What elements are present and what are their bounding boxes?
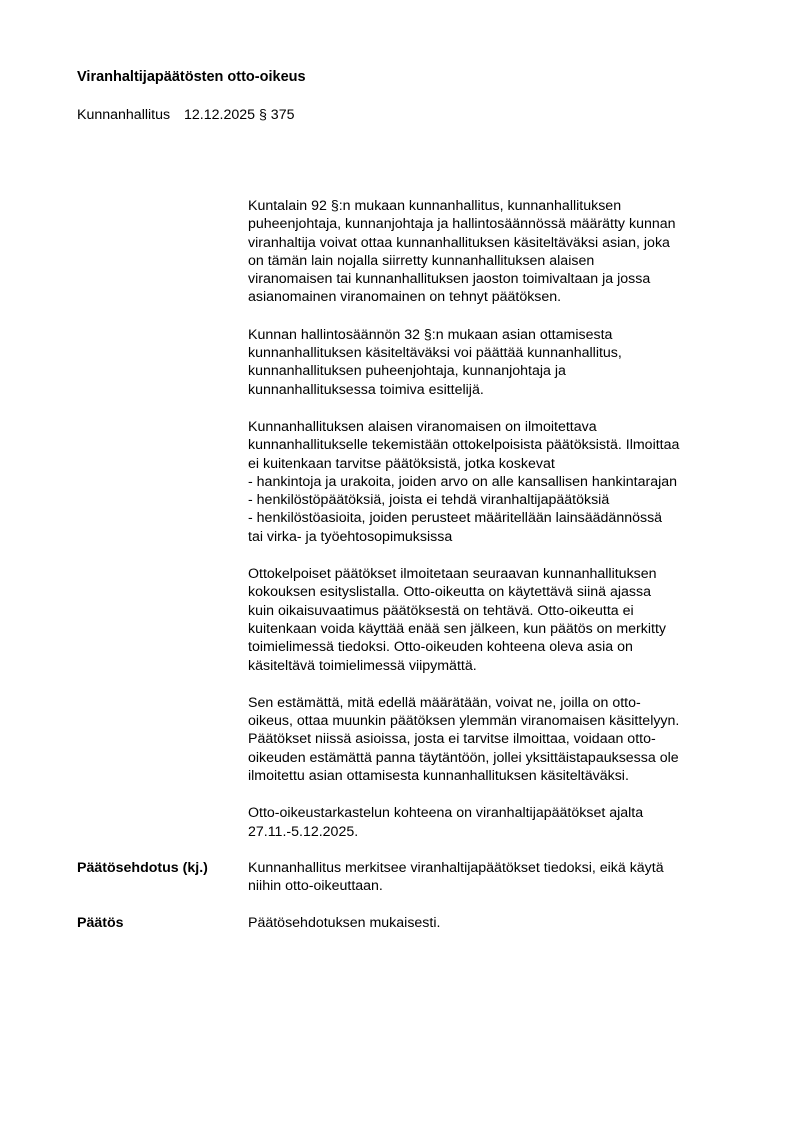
text-line: Kunnanhallitus merkitsee viranhaltijapäätökset tiedoksi, eikä käytä <box>248 860 664 876</box>
text-line: kuitenkaan voida käyttää enää sen jälkeen, kun päätös on merkitty <box>248 620 667 637</box>
text-line: kokouksen esityslistalla. Otto-oikeutta on käytettävä siinä ajassa <box>248 584 651 601</box>
text-line: ei kuitenkaan tarvitse päätöksistä, jotka koskevat <box>248 455 555 472</box>
text-line: käsiteltävä toimielimessä viipymättä. <box>248 657 477 674</box>
text-line: Päätösehdotuksen mukaisesti. <box>248 915 441 931</box>
decision-label: Päätös <box>77 915 124 931</box>
text-line: viranomaisen tai kunnanhallituksen jaoston toimivaltaan ja jossa <box>248 271 651 288</box>
text-line: kunnanhallituksen käsiteltäväksi voi päättää kunnanhallitus, <box>248 345 622 362</box>
paragraph-hallintosaanto <box>248 326 748 399</box>
meeting-info <box>77 106 294 124</box>
text-line: puheenjohtaja, kunnanjohtaja ja hallintosäännössä määrätty kunnan <box>248 216 676 233</box>
text-line: kunnanhallituksen puheenjohtaja, kunnanjohtaja ja <box>248 363 566 380</box>
background-text <box>248 197 748 860</box>
proposal-label: Päätösehdotus (kj.) <box>77 860 208 876</box>
text-line: Sen estämättä, mitä edellä määrätään, voivat ne, joilla on otto- <box>248 694 641 711</box>
text-line: oikeus, ottaa muunkin päätöksen ylemmän viranomaisen käsittelyyn. <box>248 713 680 730</box>
list-item: - henkilöstöpäätöksiä, joista ei tehdä viranhaltijapäätöksiä <box>248 492 610 509</box>
meeting-date-section: 12.12.2025 § 375 <box>184 107 295 123</box>
text-line: Kunnanhallituksen alaisen viranomaisen on ilmoitettava <box>248 418 597 435</box>
text-line: ilmoitettu asian ottamisesta kunnanhallituksen käsiteltäväksi. <box>248 768 629 785</box>
text-line: oikeuden estämättä panna täytäntöön, jollei yksittäistapauksessa ole <box>248 749 679 766</box>
text-line: kuin oikaisuvaatimus päätöksestä on tehtävä. Otto-oikeutta ei <box>248 602 634 619</box>
meeting-body: Kunnanhallitus <box>77 107 171 123</box>
text-line: on tämän lain nojalla siirretty kunnanhallituksen alaisen <box>248 252 595 269</box>
paragraph-ilmoittaminen <box>248 418 748 546</box>
proposal-text <box>248 859 748 896</box>
decision-text <box>248 914 748 932</box>
text-line: tai virka- ja työehtosopimuksissa <box>248 528 453 545</box>
document-title: Viranhaltijapäätösten otto-oikeus <box>77 69 306 85</box>
text-line: Otto-oikeustarkastelun kohteena on viranhaltijapäätökset ajalta <box>248 805 644 822</box>
text-line: kunnanhallituksessa toimiva esittelijä. <box>248 381 484 398</box>
paragraph-tarkastelujakso <box>248 804 748 841</box>
text-line: 27.11.-5.12.2025. <box>248 823 359 840</box>
paragraph-kuntalaki <box>248 197 748 307</box>
text-line: Kuntalain 92 §:n mukaan kunnanhallitus, kunnanhallituksen <box>248 198 622 214</box>
text-line: kunnanhallitukselle tekemistään ottokelpoisista päätöksistä. Ilmoittaa <box>248 437 680 454</box>
text-line: viranhaltija voivat ottaa kunnanhallituksen käsiteltäväksi asian, joka <box>248 234 670 251</box>
text-line: Kunnan hallintosäännön 32 §:n mukaan asian ottamisesta <box>248 326 613 343</box>
text-line: asianomainen viranomainen on tehnyt päätöksen. <box>248 289 562 306</box>
paragraph-estamatta <box>248 694 748 785</box>
text-line: Päätökset niissä asioissa, josta ei tarvitse ilmoittaa, voidaan otto- <box>248 731 656 748</box>
text-line: niihin otto-oikeuttaan. <box>248 878 383 895</box>
paragraph-ottokelpoiset <box>248 565 748 675</box>
list-item: - hankintoja ja urakoita, joiden arvo on alle kansallisen hankintarajan <box>248 473 678 490</box>
list-item: - henkilöstöasioita, joiden perusteet määritellään lainsäädännössä <box>248 510 663 527</box>
text-line: toimielimessä tiedoksi. Otto-oikeuden kohteena oleva asia on <box>248 639 633 656</box>
text-line: Ottokelpoiset päätökset ilmoitetaan seuraavan kunnanhallituksen <box>248 566 657 583</box>
